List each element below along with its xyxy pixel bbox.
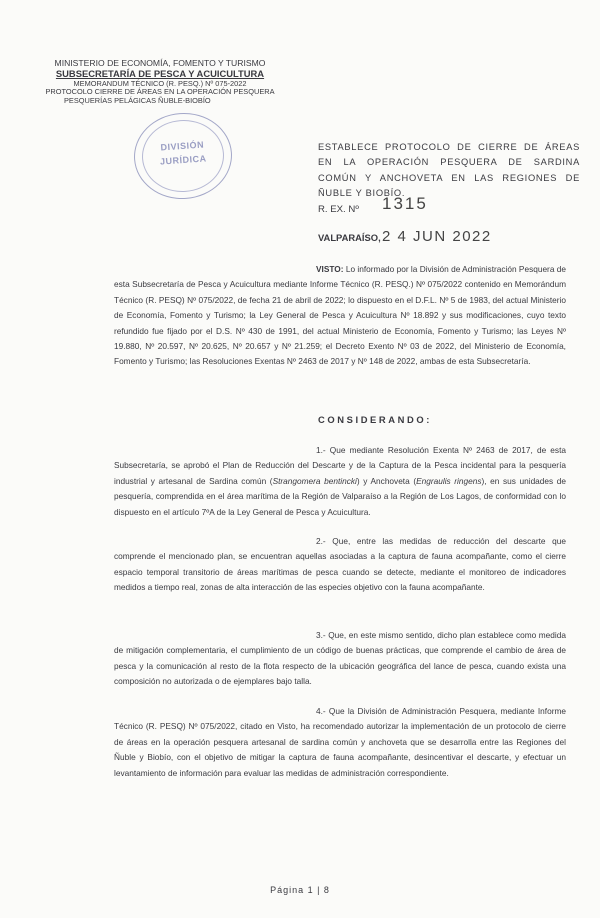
visto-text: Lo informado por la División de Administración Pesquera de esta Subsecretaría de Pesca y Acuicultura mediante Informe Técnico (R. PESQ.) Nº 075/2022 contenido en Memorándum Técnico (R. PESQ) Nº 075/2022, de fecha 21 de abril de 2022; lo dispuesto en el D.F.L. Nº 5 de 1983, del actual Ministerio de Economía, Fomento y Turismo; la Ley General de Pesca y Acuicultura Nº 18.892 y sus modificaciones, cuyo texto refundido fue fijado por el D.S. Nº 430 de 1991, del actual Ministerio de Economía, Fomento y Turismo; las Leyes Nº 19.880, Nº 20.597, Nº 20.625, Nº 20.657 y Nº 21.259; el Decreto Exento Nº 03 de 2022, del Ministerio de Economía, Fomento y Turismo; las Resoluciones Exentas Nº 2463 de 2017 y Nº 148 de 2022, ambas de esta Subsecretaría. bbox=[114, 264, 566, 367]
c1-text-c: ), en sus unidades de pesquería, comprendida en el área marítima de la Región de Valparaíso a la Región de Los Lagos, de conformidad con lo dispuesto en el artículo 7ºA de la Ley General de Pesca y Acuicultura. bbox=[114, 475, 567, 517]
memo-reference: MEMORANDUM TÉCNICO (R. PESQ.) Nº 075-2022 bbox=[73, 78, 247, 88]
c1-text-b: ) y Anchoveta ( bbox=[356, 475, 417, 486]
resolution-label: R. EX. Nº bbox=[318, 204, 359, 215]
considerando-heading: CONSIDERANDO: bbox=[318, 414, 433, 425]
c3-text: 3.- Que, en este mismo sentido, dicho plan establece como medida de mitigación complementaria, el cumplimiento de un código de buenas prácticas, que comprende el cambio de área de pesca y la comunicación al resto de la flota respecto de la ubicación geográfica del lance de pesca, cuando exista una composición no autorizada o de ejemplares bajo talla. bbox=[114, 630, 566, 687]
division-juridica-stamp bbox=[131, 110, 235, 203]
resolution-number: 1315 bbox=[382, 194, 428, 213]
visto-paragraph bbox=[114, 262, 566, 370]
considerando-4 bbox=[114, 704, 566, 781]
c4-text: 4.- Que la División de Administración Pesquera, mediante Informe Técnico (R. PESQ) Nº 075/2022, citado en Visto, ha recomendado autorizar la implementación de un protocolo de cierre de áreas en la operación pesquera artesanal de sardina común y anchoveta que se desarrolla entre las Regiones del Ñuble y Biobío, con el objetivo de mitigar la captura de fauna acompañante, desincentivar el descarte, y efectuar un levantamiento de información para evaluar las medidas de administración correspondiente. bbox=[114, 706, 566, 778]
visto-label: VISTO: bbox=[316, 264, 344, 274]
resolution-title: ESTABLECE PROTOCOLO DE CIERRE DE ÁREAS EN LA OPERACIÓN PESQUERA DE SARDINA COMÚN Y ANCHOVETA EN LAS REGIONES DE ÑUBLE Y BIOBÍO. bbox=[318, 142, 580, 198]
considerando-3 bbox=[114, 628, 566, 690]
considerando-2 bbox=[114, 534, 566, 596]
resolution-date: 2 4 JUN 2022 bbox=[382, 228, 492, 245]
species-sardina: Strangomera bentincki bbox=[272, 475, 357, 486]
considerando-1 bbox=[114, 443, 566, 520]
species-anchoveta: Engraulis ringens bbox=[416, 475, 482, 486]
fisheries-reference: PESQUERÍAS PELÁGICAS ÑUBLE-BIOBÍO bbox=[64, 96, 211, 106]
place-label: VALPARAÍSO, bbox=[318, 232, 381, 243]
c2-text: 2.- Que, entre las medidas de reducción del descarte que comprende el mencionado plan, se encuentran aquellas asociadas a la captura de fauna acompañante, como el cierre espacio temporal transitorio de áreas marítimas de pesca cuando se detecte, mediante el monitoreo de indicadores medidos a tiempo real, zonas de alta interacción de las especies objetivo con la fauna acompañante. bbox=[114, 536, 566, 593]
ministry-name: MINISTERIO DE ECONOMÍA, FOMENTO Y TURISMO bbox=[54, 58, 266, 68]
letterhead bbox=[36, 58, 284, 106]
subsecretaria-name: SUBSECRETARÍA DE PESCA Y ACUICULTURA bbox=[55, 68, 265, 80]
c1-text-a: 1.- Que mediante Resolución Exenta Nº 2463 de 2017, de esta Subsecretaría, se aprobó el Plan de Reducción del Descarte y de la Captura de la Pesca incidental para la pesquería industrial y artesanal de Sardina común ( bbox=[114, 445, 566, 486]
protocol-reference: PROTOCOLO CIERRE DE ÁREAS EN LA OPERACIÓN PESQUERA bbox=[45, 87, 275, 97]
stamp-line-2: JURÍDICA bbox=[159, 153, 207, 167]
stamp-line-1: DIVISIÓN bbox=[160, 139, 205, 153]
page-number: Página 1 | 8 bbox=[270, 885, 330, 895]
